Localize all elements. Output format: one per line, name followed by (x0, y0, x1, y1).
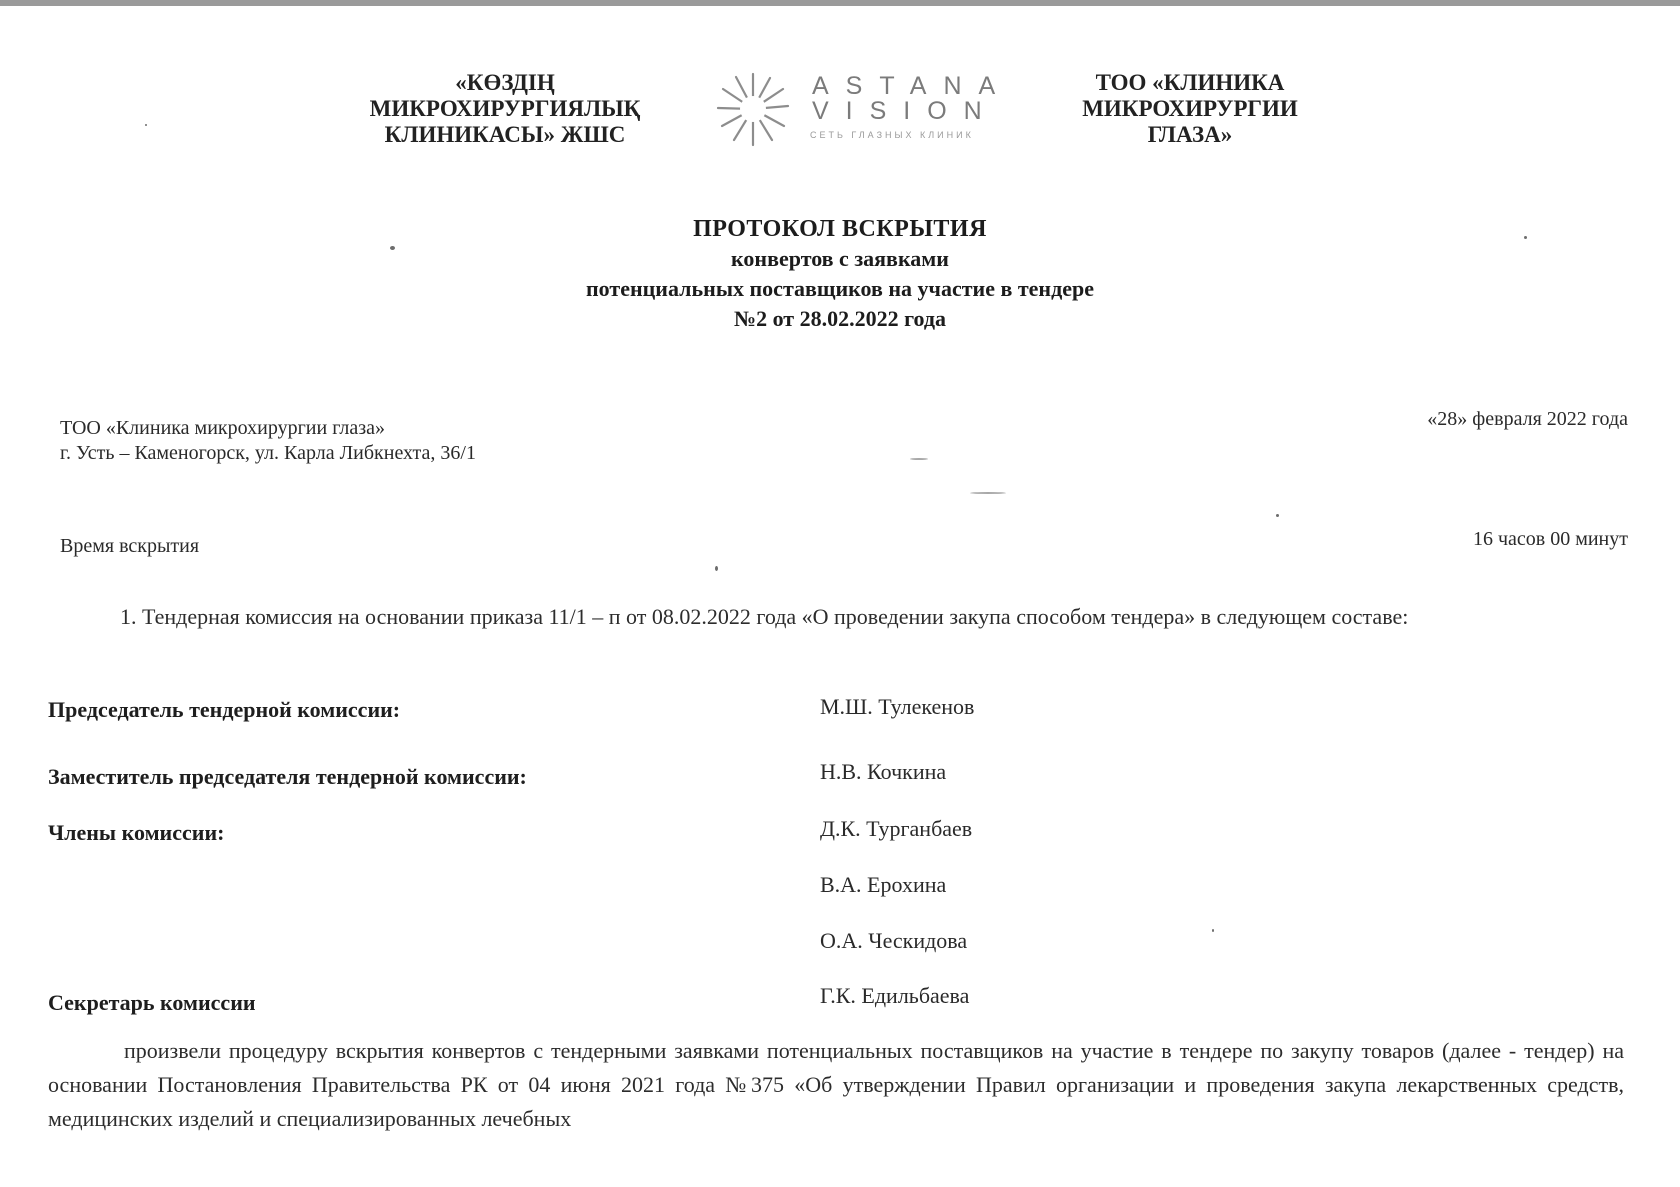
scan-top-edge (0, 0, 1680, 6)
secretary-name: Г.К. Едильбаева (820, 983, 970, 1008)
opening-time-value: 16 часов 00 минут (1472, 528, 1628, 550)
members-label: Члены комиссии: (48, 820, 225, 845)
russian-org-line-3: ГЛАЗА» (1147, 122, 1233, 147)
member-name: О.А. Ческидова (820, 928, 968, 953)
protocol-date: «28» февраля 2022 года (1427, 408, 1628, 430)
deputy-label: Заместитель председателя тендерной комиссии: (48, 764, 527, 789)
scan-speck (970, 492, 1006, 494)
member-name: В.А. Ерохина (820, 872, 947, 897)
sunburst-logo-icon (712, 68, 794, 150)
paragraph-commission-intro: 1. Тендерная комиссия на основании приказа 11/1 – п от 08.02.2022 года «О проведении закупа способом тендера» в следующем составе: (120, 604, 1409, 629)
scan-speck (1276, 514, 1279, 517)
russian-org-line-1: ТОО «КЛИНИКА (1095, 70, 1285, 95)
paragraph-procedure: произвели процедуру вскрытия конвертов с тендерными заявками потенциальных поставщиков на участие в тендере по закупу товаров (далее - тендер) на основании Постановления Правительства РК от 04 июня 2021 года №375 «Об утверждении Правил организации и проведения закупа лекарственных средств, медицинских изделий и специализированных лечебных (48, 1038, 1624, 1131)
title-line-3: потенциальных поставщиков на участие в тендере (586, 276, 1094, 301)
opening-time-label: Время вскрытия (60, 535, 200, 557)
logo-word-vision: VISION (812, 97, 999, 125)
organization-address: г. Усть – Каменогорск, ул. Карла Либкнехта, 36/1 (60, 442, 476, 464)
deputy-name: Н.В. Кочкина (820, 759, 947, 784)
astana-vision-logo (712, 66, 1012, 148)
document-title (0, 214, 1680, 334)
member-name: Д.К. Турганбаев (820, 816, 973, 841)
title-main: ПРОТОКОЛ ВСКРЫТИЯ (693, 216, 987, 242)
scan-speck (1524, 236, 1527, 239)
chair-name: М.Ш. Тулекенов (820, 694, 975, 719)
kazakh-org-line-3: КЛИНИКАСЫ» ЖШС (384, 122, 626, 147)
title-line-2: конвертов с заявками (731, 246, 949, 271)
secretary-label: Секретарь комиссии (48, 990, 256, 1015)
title-line-4: №2 от 28.02.2022 года (733, 306, 947, 331)
russian-org-name (1030, 70, 1350, 148)
logo-word-astana: ASTANA (812, 72, 1013, 100)
russian-org-line-2: МИКРОХИРУРГИИ (1082, 96, 1298, 121)
scan-speck (715, 566, 718, 571)
scan-speck (910, 458, 928, 460)
logo-tagline: СЕТЬ ГЛАЗНЫХ КЛИНИК (810, 130, 974, 140)
organization-name: ТОО «Клиника микрохирургии глаза» (60, 417, 386, 439)
kazakh-org-line-2: МИКРОХИРУРГИЯЛЫҚ (369, 96, 641, 121)
kazakh-org-line-1: «КӨЗДІҢ (455, 70, 555, 95)
scan-speck (390, 246, 395, 250)
scan-speck (1212, 929, 1214, 932)
scan-speck (145, 124, 147, 126)
chair-label: Председатель тендерной комиссии: (48, 697, 401, 722)
kazakh-org-name (345, 70, 665, 148)
